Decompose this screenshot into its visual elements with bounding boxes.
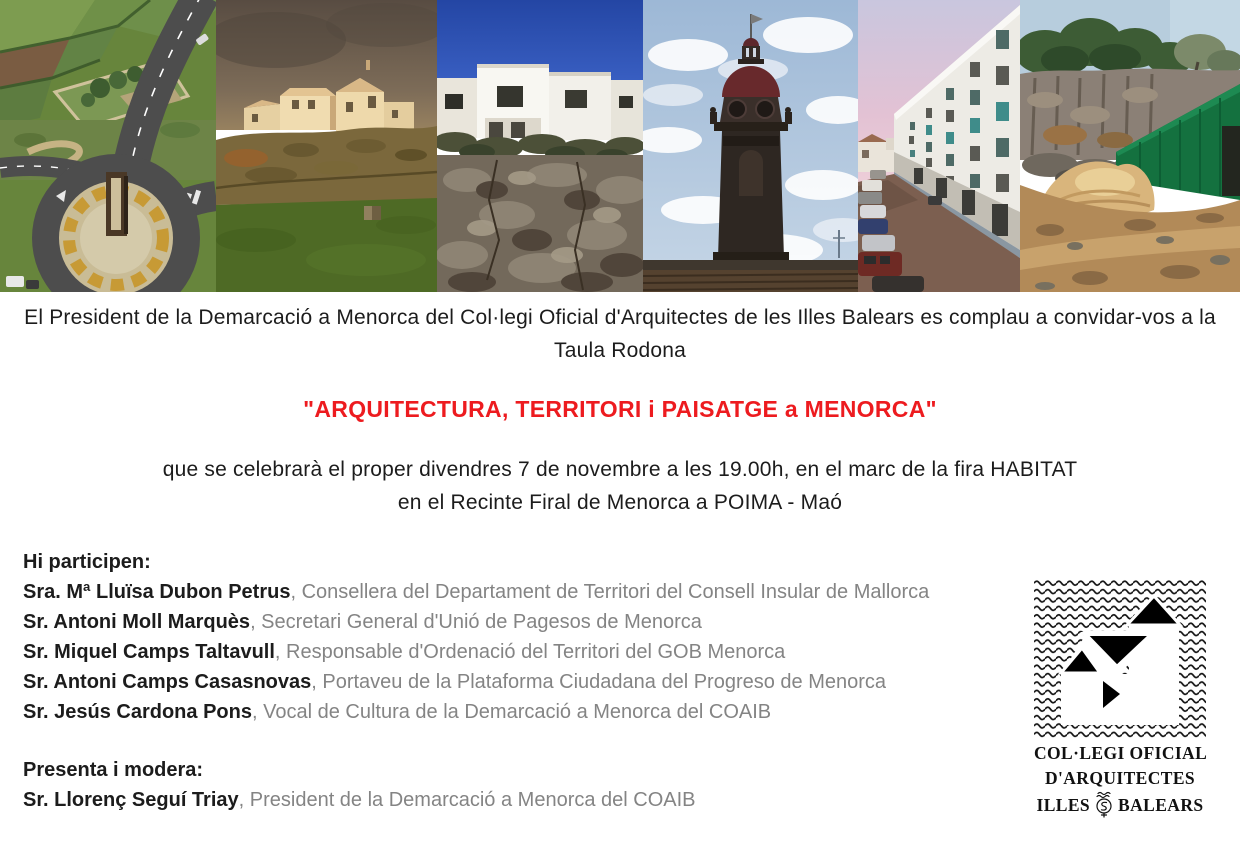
participant-name: Sr. Antoni Moll Marquès — [23, 611, 251, 633]
photo-apartment-street — [858, 0, 1020, 292]
logo-line-3 — [1034, 791, 1206, 819]
participant-row — [23, 607, 929, 637]
coaib-seal-icon — [1094, 791, 1114, 819]
participants-section — [23, 547, 929, 727]
intro-line-1: El President de la Demarcació a Menorca del Col·legi Oficial d'Arquitectes de les Illes Balears es complau a convidar-vos a la — [24, 306, 1216, 329]
logo-line-2: D'ARQUITECTES — [1044, 768, 1196, 788]
when-line-1: que se celebrarà el proper divendres 7 de novembre a les 19.00h, en el marc de la fira HABITAT — [162, 458, 1078, 481]
coaib-emblem-icon — [1034, 578, 1206, 738]
photo-church-tower — [643, 0, 858, 292]
participant-row — [23, 577, 929, 607]
event-when — [0, 453, 1240, 519]
participant-role: , Portaveu de la Plataforma Ciudadana del Progreso de Menorca — [311, 671, 887, 693]
participant-name: Sra. Mª Lluïsa Dubon Petrus — [23, 581, 291, 603]
logo-text — [1034, 741, 1206, 819]
participant-row — [23, 667, 929, 697]
intro-line-2: Taula Rodona — [554, 339, 686, 362]
participant-role: , Vocal de Cultura de la Demarcació a Menorca del COAIB — [251, 701, 772, 723]
participant-row — [23, 637, 929, 667]
presenter-heading: Presenta i modera: — [23, 759, 204, 781]
participant-role: , Responsable d'Ordenació del Territori del GOB Menorca — [274, 641, 786, 663]
photo-quarry-warehouse — [1020, 0, 1240, 292]
logo-line-3-left: ILLES — [1036, 794, 1091, 815]
event-title: "ARQUITECTURA, TERRITORI i PAISATGE a MENORCA" — [303, 396, 937, 422]
participant-name: Sr. Jesús Cardona Pons — [23, 701, 252, 723]
presenter-role: , President de la Demarcació a Menorca del COAIB — [238, 789, 696, 811]
intro-text — [0, 301, 1240, 367]
coaib-logo — [1034, 578, 1206, 819]
participant-role: , Consellera del Departament de Territori del Consell Insular de Mallorca — [290, 581, 930, 603]
logo-line-3-right: BALEARS — [1118, 794, 1204, 815]
participant-row — [23, 697, 929, 727]
presenter-name: Sr. Llorenç Seguí Triay — [23, 789, 239, 811]
participant-name: Sr. Antoni Camps Casasnovas — [23, 671, 312, 693]
participant-role: , Secretari General d'Unió de Pagesos de Menorca — [250, 611, 702, 633]
participants-heading: Hi participen: — [23, 551, 151, 573]
photo-cliff-buildings — [437, 0, 643, 292]
logo-line-1: COL·LEGI OFICIAL — [1034, 743, 1208, 763]
photo-roundabout-aerial — [0, 0, 216, 292]
presenter-row — [23, 785, 696, 815]
presenter-section — [23, 755, 696, 815]
photo-strip — [0, 0, 1240, 292]
photo-farmhouse-hill — [216, 0, 437, 292]
when-line-2: en el Recinte Firal de Menorca a POIMA - Maó — [397, 491, 843, 514]
participant-name: Sr. Miquel Camps Taltavull — [23, 641, 275, 663]
